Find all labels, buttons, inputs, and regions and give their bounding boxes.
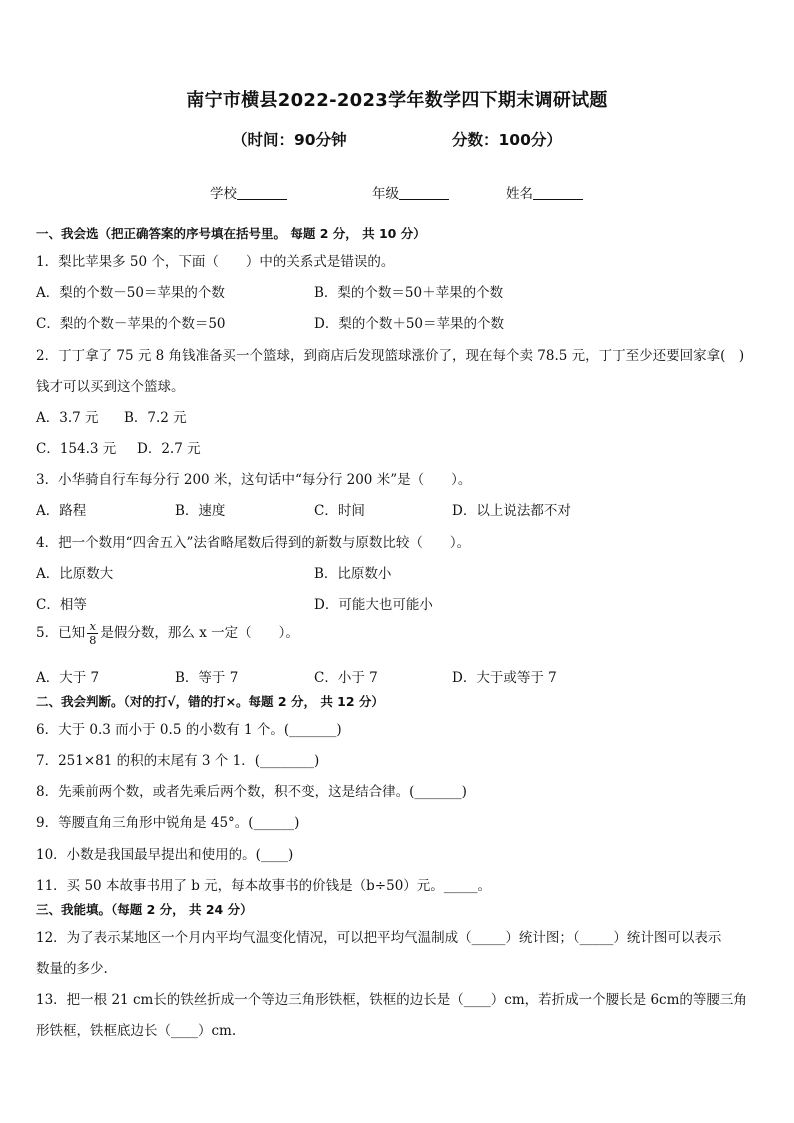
question-11: 11．买 50 本故事书用了 b 元，每本故事书的价钱是（b÷50）元。_____。 [36, 878, 492, 894]
question-5-option-c: C．小于 7 [314, 670, 378, 686]
question-12-line1: 12．为了表示某地区一个月内平均气温变化情况，可以把平均气温制成（_____）统计图；（_____）统计图可以表示 [36, 930, 722, 946]
question-3-option-b: B．速度 [175, 503, 226, 519]
question-2-stem-line1: 2．丁丁拿了 75 元 8 角钱准备买一个篮球，到商店后发现篮球涨价了，现在每个卖 78.5 元，丁丁至少还要回家拿( ) [36, 348, 745, 364]
question-8: 8．先乘前两个数，或者先乘后两个数，积不变，这是结合律。(_______) [36, 784, 467, 800]
grade-label: 年级 [372, 186, 399, 202]
name-field [506, 182, 583, 202]
fraction-x-over-8 [87, 620, 98, 647]
question-3-option-c: C．时间 [314, 503, 365, 519]
question-4-stem: 4．把一个数用“四舍五入”法省略尾数后得到的新数与原数比较（ ）。 [36, 535, 471, 551]
fraction-numerator: x [87, 620, 98, 634]
name-blank [533, 186, 583, 200]
exam-score: 分数：100分） [452, 131, 562, 149]
question-13-line2: 形铁框，铁框底边长（____）cm. [36, 1023, 237, 1039]
question-5-option-a: A．大于 7 [36, 670, 100, 686]
question-1-option-b: B．梨的个数＝50＋苹果的个数 [314, 285, 504, 301]
grade-blank [399, 186, 449, 200]
question-1-option-a: A．梨的个数－50＝苹果的个数 [36, 285, 225, 301]
question-2-option-b: B．7.2 元 [124, 410, 187, 426]
exam-time: （时间：90分钟 [232, 131, 347, 149]
question-5-stem [36, 620, 299, 647]
page-title: 南宁市横县2022-2023学年数学四下期末调研试题 [186, 90, 608, 111]
fraction-denominator: 8 [89, 633, 97, 647]
question-1-option-c: C．梨的个数－苹果的个数＝50 [36, 316, 226, 332]
question-4-option-a: A．比原数大 [36, 566, 114, 582]
question-5-option-b: B．等于 7 [175, 670, 239, 686]
school-field [210, 182, 287, 202]
question-4-option-b: B．比原数小 [314, 566, 392, 582]
question-3-option-a: A．路程 [36, 503, 87, 519]
question-12-line2: 数量的多少. [36, 961, 108, 977]
school-blank [237, 186, 287, 200]
question-9: 9．等腰直角三角形中锐角是 45°。(______) [36, 815, 300, 831]
section-heading-fill: 三、我能填。（每题 2 分， 共 24 分） [36, 902, 253, 917]
question-5-stem-pre: 5．已知 [36, 625, 86, 641]
question-2-stem-line2: 钱才可以买到这个篮球。 [36, 379, 185, 395]
question-4-option-d: D．可能大也可能小 [314, 597, 433, 613]
section-heading-judge: 二、我会判断。（对的打√，错的打×。每题 2 分， 共 12 分） [36, 694, 384, 709]
question-3-option-d: D．以上说法都不对 [452, 503, 571, 519]
name-label: 姓名 [506, 186, 533, 202]
question-2-option-c: C．154.3 元 [36, 441, 117, 457]
question-6: 6．大于 0.3 而小于 0.5 的小数有 1 个。(_______) [36, 722, 342, 738]
grade-field [372, 182, 449, 202]
question-2-option-d: D．2.7 元 [137, 441, 201, 457]
question-3-stem: 3．小华骑自行车每分行 200 米，这句话中“每分行 200 米”是（ ）。 [36, 472, 472, 488]
question-7: 7．251×81 的积的末尾有 3 个 1．(________) [36, 753, 320, 769]
school-label: 学校 [210, 186, 237, 202]
question-10: 10．小数是我国最早提出和使用的。(____) [36, 847, 294, 863]
question-1-stem: 1．梨比苹果多 50 个，下面（ ）中的关系式是错误的。 [36, 254, 395, 270]
question-13-line1: 13．把一根 21 cm长的铁丝折成一个等边三角形铁框，铁框的边长是（____）cm，若折成一个腰长是 6cm的等腰三角 [36, 992, 747, 1008]
question-1-option-d: D．梨的个数＋50＝苹果的个数 [314, 316, 505, 332]
question-5-option-d: D．大于或等于 7 [452, 670, 557, 686]
question-4-option-c: C．相等 [36, 597, 87, 613]
section-heading-choice: 一、我会选（把正确答案的序号填在括号里。 每题 2 分， 共 10 分） [36, 226, 426, 241]
question-2-option-a: A．3.7 元 [36, 410, 99, 426]
question-5-stem-post: 是假分数，那么 x 一定（ ）。 [100, 625, 299, 641]
